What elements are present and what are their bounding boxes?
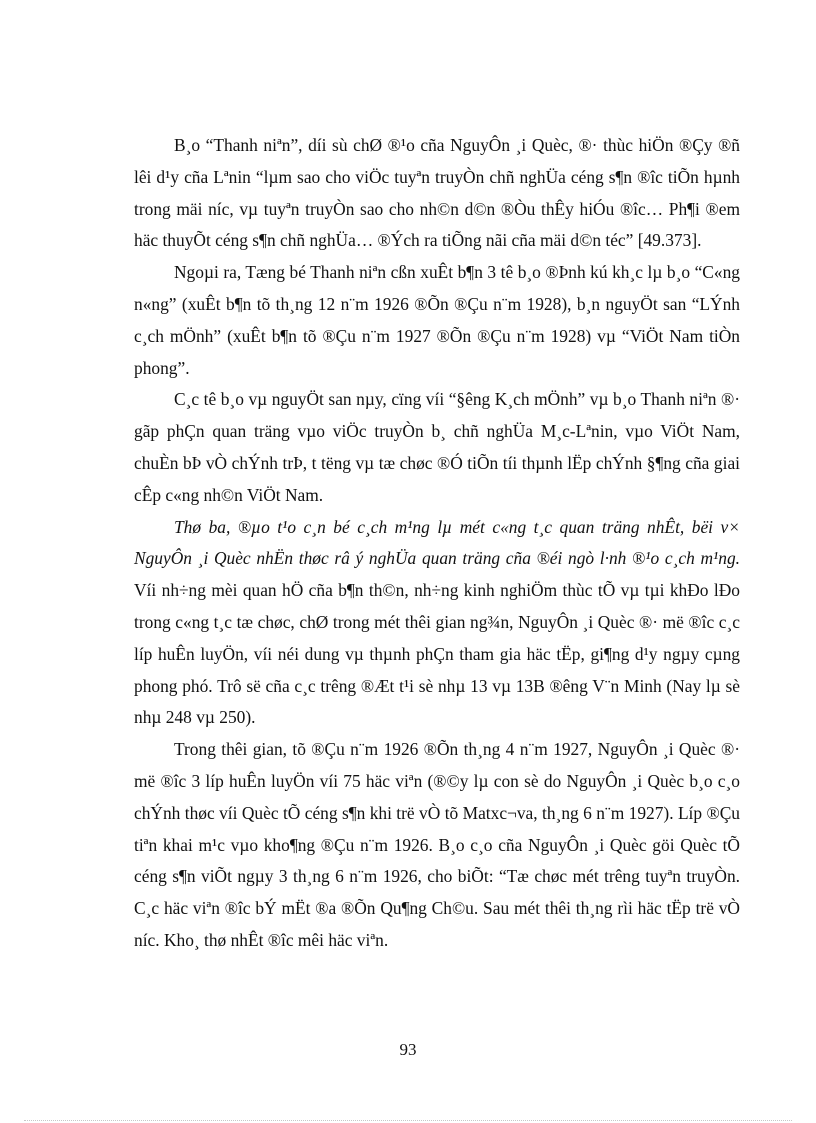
footer-divider (24, 1120, 792, 1121)
paragraph-3: C¸c tê b¸o vµ nguyÖt san nµy, cïng víi “§êng K¸ch mÖnh” vµ b¸o Thanh niªn ®· gãp phÇn quan träng vµo viÖc truyÒn b¸ chñ nghÜa M¸c-Lªnin, vµo ViÖt Nam, chuÈn bÞ vÒ chÝnh trÞ, t tëng vµ tæ chøc ®Ó tiÕn tíi thµnh lËp chÝnh §¶ng cña giai cÊp c«ng nh©n ViÖt Nam. (134, 389, 740, 505)
body-text (134, 130, 740, 957)
paragraph-1: B¸o “Thanh niªn”, díi sù chØ ®¹o cña NguyÔn ¸i Quèc, ®· thùc hiÖn ®Çy ®ñ lêi d¹y cña Lªnin “lµm sao cho viÖc tuyªn truyÒn chñ nghÜa céng s¶n ®îc tiÕn hµnh trong mäi níc, vµ tuyªn truyÒn sao cho nh©n d©n ®Òu thÊy hiÓu ®îc… Ph¶i ®em häc thuyÕt céng s¶n chñ nghÜa… ®Ých ra tiÕng nãi cña mäi d©n téc” [49.373]. (134, 135, 740, 251)
page-number: 93 (399, 1040, 417, 1059)
paragraph-4-body: Víi nh÷ng mèi quan hÖ cña b¶n th©n, nh÷ng kinh nghiÖm thùc tÕ vµ tµi khÐo lÐo trong c«ng t¸c tæ chøc, chØ trong mét thêi gian ng¾n, NguyÔn ¸i Quèc ®· më ®îc c¸c líp huÊn luyÖn, víi néi dung vµ thµnh phÇn tham gia häc tËp, gi¶ng d¹y ngµy cµng phong phó. Trô së cña c¸c trêng ®Æt t¹i sè nhµ 13 vµ 13B ®êng V¨n Minh (Nay lµ sè nhµ 248 vµ 250). (134, 580, 740, 728)
emphasized-heading: Thø ba, ®µo t¹o c¸n bé c¸ch m¹ng lµ mét c«ng t¸c quan träng nhÊt, bëi v× NguyÔn ¸i Quèc nhËn thøc râ ý nghÜa quan träng cña ®éi ngò l·nh ®¹o c¸ch m¹ng. (134, 516, 740, 569)
paragraph-2: Ngoµi ra, Tæng bé Thanh niªn cßn xuÊt b¶n 3 tê b¸o ®Þnh kú kh¸c lµ b¸o “C«ng n«ng” (xuÊt b¶n tõ th¸ng 12 n¨m 1926 ®Õn ®Çu n¨m 1928), b¸n nguyÖt san “LÝnh c¸ch mÖnh” (xuÊt b¶n tõ ®Çu n¨m 1927 ®Õn ®Çu n¨m 1928) vµ “ViÖt Nam tiÒn phong”. (134, 262, 740, 378)
paragraph-5: Trong thêi gian, tõ ®Çu n¨m 1926 ®Õn th¸ng 4 n¨m 1927, NguyÔn ¸i Quèc ®· më ®îc 3 líp huÊn luyÖn víi 75 häc viªn (®©y lµ con sè do NguyÔn ¸i Quèc b¸o c¸o chÝnh thøc víi Quèc tÕ céng s¶n khi trë vÒ tõ Matxc¬va, th¸ng 6 n¨m 1927). Líp ®Çu tiªn khai m¹c vµo kho¶ng ®Çu n¨m 1926. B¸o c¸o cña NguyÔn ¸i Quèc göi Quèc tÕ céng s¶n viÕt ngµy 3 th¸ng 6 n¨m 1926, cho biÕt: “Tæ chøc mét trêng tuyªn truyÒn. C¸c häc viªn ®îc bÝ mËt ®a ®Õn Qu¶ng Ch©u. Sau mét thêi th¸ng rìi häc tËp trë vÒ níc. Kho¸ thø nhÊt ®îc mêi häc viªn. (134, 739, 740, 950)
paragraph-4 (134, 512, 740, 735)
